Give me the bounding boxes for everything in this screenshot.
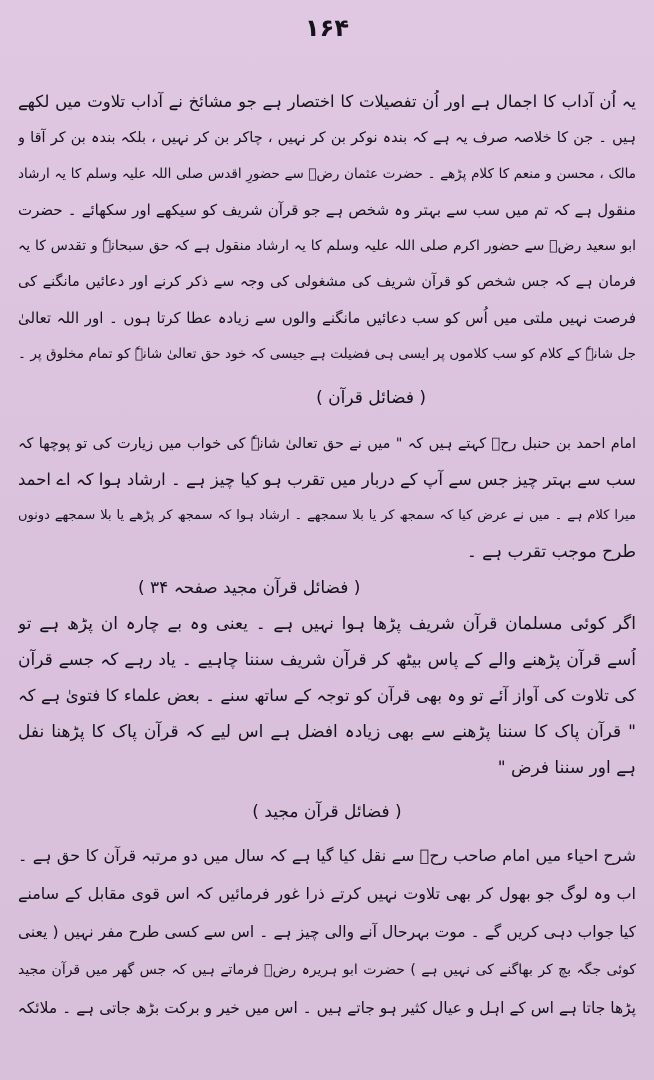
text-line: یہ اُن آداب کا اجمال ہے اور اُن تفصیلات کا اختصار ہے جو مشائخ نے آداب تلاوت میں لکھے xyxy=(18,92,636,111)
reference-citation: ( فضائل قرآن مجید ) xyxy=(252,802,402,822)
text-line: فرمان ہے کہ جس شخص کو قرآن شریف کی مشغولی کی وجہ سے ذکر کرنے اور دعائیں مانگنے کی xyxy=(18,274,636,290)
text-line: اب وہ لوگ جو بھول کر بھی تلاوت نہیں کرتے ذرا غور فرمائیں کہ اس قوی مقابل کے سامنے xyxy=(18,884,636,903)
text-line: کیا جواب دہی کریں گے ۔ موت بہرحال آنے والی چیز ہے ۔ اس سے کسی طرح مفر نہیں ( یعنی xyxy=(18,923,636,941)
text-line: سب سے بہتر چیز جس سے آپ کے دربار میں تقرب ہو کیا چیز ہے ۔ ارشاد ہوا کہ اے احمد xyxy=(18,470,636,489)
text-line: منقول ہے کہ تم میں سب سے بہتر وہ شخص ہے جو قرآن شریف کو سیکھے اور سکھائے ۔ حضرت xyxy=(18,201,636,219)
text-line: ہے اور سننا فرض " xyxy=(497,758,636,778)
reference-citation: ( فضائل قرآن ) xyxy=(316,388,426,408)
text-line: اُسے قرآن پڑھنے والے کے پاس بیٹھ کر قرآن شریف سننا چاہیے ۔ یاد رہے کہ جسے قرآن xyxy=(18,650,636,670)
reference-citation: ( فضائل قرآن مجید صفحہ ۳۴ ) xyxy=(138,578,361,598)
text-line: پڑھا جاتا ہے اس کے اہل و عیال کثیر ہو جاتے ہیں ۔ اس میں خیر و برکت بڑھ جاتی ہے ۔ ملائکہ xyxy=(18,999,636,1017)
text-line: مالک ، محسن و منعم کا کلام پڑھے ۔ حضرت عثمان رضؓ سے حضورِ اقدس صلی اللہ علیہ وسلم کا یہ ارشاد xyxy=(18,166,636,182)
text-line: کوئی جگہ بچ کر بھاگنے کی نہیں ہے ) حضرت ابو ہریرہ رضؓ فرماتے ہیں کہ جس گھر میں قرآن مجید xyxy=(18,962,636,978)
text-line: جل شانہٗ کے کلام کو سب کلاموں پر ایسی ہی فضیلت ہے جیسی کہ خود حق تعالیٰ شانہٗ کو تمام مخلوق پر ۔ xyxy=(18,346,636,362)
text-line: طرح موجب تقرب ہے ۔ xyxy=(466,542,636,562)
text-line: ہیں ۔ جن کا خلاصہ صرف یہ ہے کہ بندہ نوکر بن کر نہیں ، چاکر بن کر نہیں ، بلکہ بندہ بن کر آقا و xyxy=(18,130,636,146)
page-number: ۱۶۴ xyxy=(305,14,349,42)
text-line: شرح احیاء میں امام صاحب رحؒ سے نقل کیا گیا ہے کہ سال میں دو مرتبہ قرآن کا حق ہے ۔ xyxy=(18,846,636,865)
text-line: امام احمد بن حنبل رحؒ کہتے ہیں کہ " میں نے حق تعالیٰ شانہٗ کی خواب میں زیارت کی تو پوچھا کہ xyxy=(18,436,636,452)
text-line: " قرآن پاک کا سننا پڑھنے سے بھی زیادہ افضل ہے اس لیے کہ قرآن پاک کا پڑھنا نفل xyxy=(18,722,636,742)
text-line: ابو سعید رضؓ سے حضور اکرم صلی اللہ علیہ وسلم کا یہ ارشاد منقول ہے کہ حق سبحانہٗ و تقدس کا یہ xyxy=(18,238,636,254)
text-line: فرصت نہیں ملتی میں اُس کو سب دعائیں مانگنے والوں سے زیادہ عطا کرتا ہوں ۔ اور اللہ تعالیٰ xyxy=(18,309,636,327)
text-line: کی تلاوت کی آواز آئے تو وہ بھی قرآن کو توجہ کے ساتھ سنے ۔ بعض علماء کا فتویٰ ہے کہ xyxy=(18,686,636,705)
text-line: اگر کوئی مسلمان قرآن شریف پڑھا ہوا نہیں ہے ۔ یعنی وہ بے چارہ ان پڑھ ہے تو xyxy=(18,614,636,634)
text-line: میرا کلام ہے ۔ میں نے عرض کیا کہ سمجھ کر یا بلا سمجھے ۔ ارشاد ہوا کہ سمجھ کر پڑھے یا بلا سمجھے دونوں xyxy=(18,508,636,523)
